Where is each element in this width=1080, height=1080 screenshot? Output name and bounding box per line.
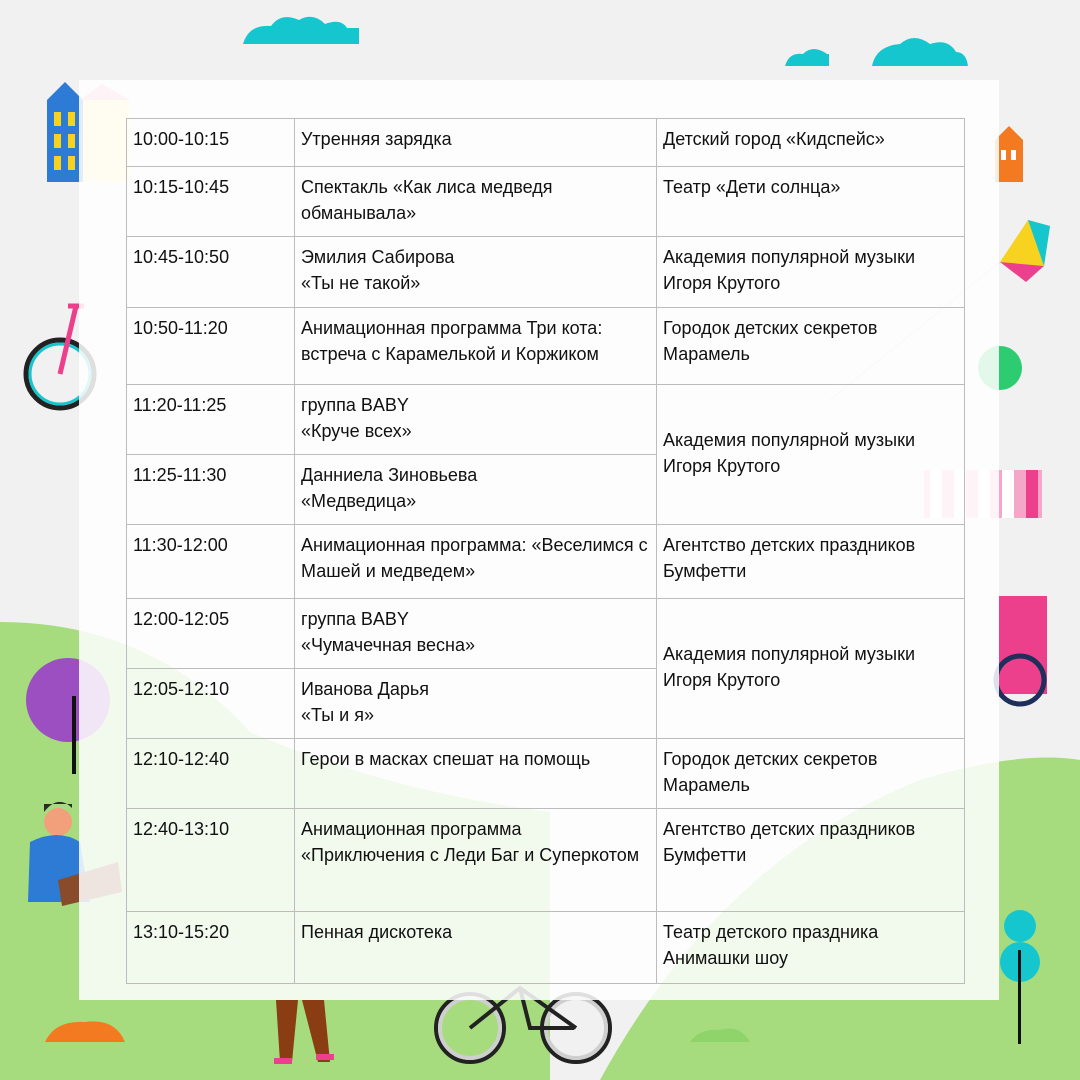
table-row	[127, 809, 965, 912]
table-row	[127, 167, 965, 237]
schedule-table	[126, 118, 965, 984]
table-row	[127, 599, 965, 669]
time-cell: 12:40-13:10	[127, 809, 295, 912]
venue-cell: Агентство детских праздников Бумфетти	[657, 525, 965, 599]
house-icon	[995, 126, 1023, 182]
venue-cell: Театр «Дети солнца»	[657, 167, 965, 237]
table-row	[127, 119, 965, 167]
event-cell: Спектакль «Как лиса медведя обманывала»	[295, 167, 657, 237]
event-cell: Анимационная программа Три кота: встреча с Карамелькой и Коржиком	[295, 308, 657, 385]
venue-cell: Академия популярной музыки Игоря Крутого	[657, 385, 965, 525]
time-cell: 10:45-10:50	[127, 237, 295, 308]
event-cell: Пенная дискотека	[295, 912, 657, 984]
event-cell: Иванова Дарья «Ты и я»	[295, 669, 657, 739]
event-cell: группа BABY «Круче всех»	[295, 385, 657, 455]
time-cell: 13:10-15:20	[127, 912, 295, 984]
event-cell: Анимационная программа «Приключения с Леди Баг и Суперкотом	[295, 809, 657, 912]
venue-cell: Городок детских секретов Марамель	[657, 739, 965, 809]
time-cell: 11:20-11:25	[127, 385, 295, 455]
cloud-icon	[872, 38, 968, 66]
table-row	[127, 525, 965, 599]
time-cell: 10:00-10:15	[127, 119, 295, 167]
time-cell: 10:15-10:45	[127, 167, 295, 237]
event-cell: группа BABY «Чумачечная весна»	[295, 599, 657, 669]
venue-cell: Академия популярной музыки Игоря Крутого	[657, 599, 965, 739]
venue-cell: Академия популярной музыки Игоря Крутого	[657, 237, 965, 308]
event-cell: Эмилия Сабирова «Ты не такой»	[295, 237, 657, 308]
event-cell: Герои в масках спешат на помощь	[295, 739, 657, 809]
time-cell: 10:50-11:20	[127, 308, 295, 385]
venue-cell: Городок детских секретов Марамель	[657, 308, 965, 385]
table-row	[127, 912, 965, 984]
venue-cell: Детский город «Кидспейс»	[657, 119, 965, 167]
table-row	[127, 237, 965, 308]
event-cell: Анимационная программа: «Веселимся с Машей и медведем»	[295, 525, 657, 599]
table-row	[127, 739, 965, 809]
venue-cell: Театр детского праздника Анимашки шоу	[657, 912, 965, 984]
event-cell: Данниела Зиновьева «Медведица»	[295, 455, 657, 525]
time-cell: 11:30-12:00	[127, 525, 295, 599]
time-cell: 12:00-12:05	[127, 599, 295, 669]
time-cell: 12:10-12:40	[127, 739, 295, 809]
cloud-icon	[785, 49, 829, 66]
table-row	[127, 385, 965, 455]
time-cell: 12:05-12:10	[127, 669, 295, 739]
cloud-icon	[243, 17, 359, 44]
time-cell: 11:25-11:30	[127, 455, 295, 525]
table-row	[127, 308, 965, 385]
event-cell: Утренняя зарядка	[295, 119, 657, 167]
venue-cell: Агентство детских праздников Бумфетти	[657, 809, 965, 912]
